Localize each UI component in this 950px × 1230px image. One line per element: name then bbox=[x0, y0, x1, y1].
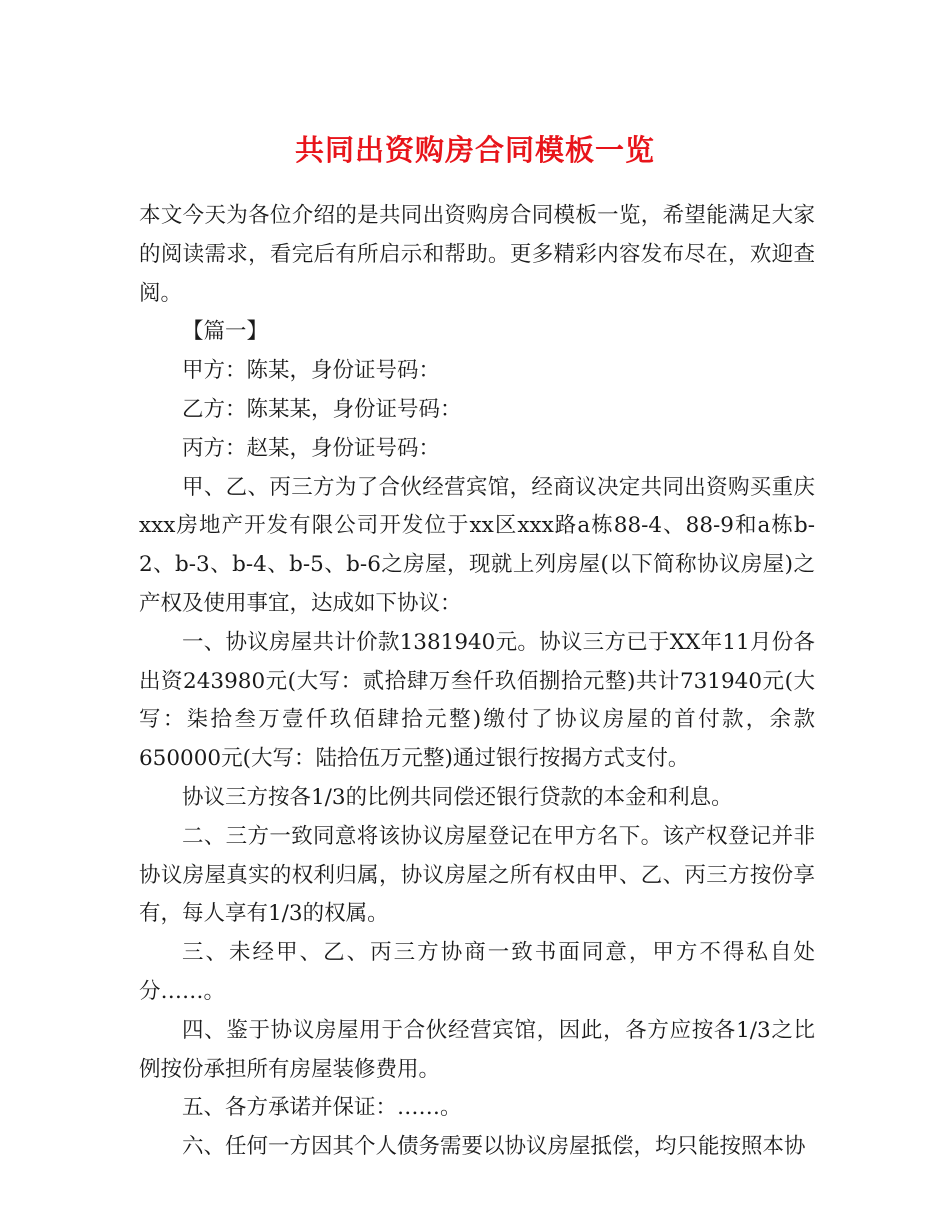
party-b-line: 乙方：陈某某，身份证号码： bbox=[182, 396, 462, 422]
clause-5-paragraph: 五、各方承诺并保证：……。 bbox=[182, 1095, 462, 1121]
party-c-line: 丙方：赵某，身份证号码： bbox=[182, 435, 441, 461]
document-body bbox=[139, 197, 815, 1167]
intro-paragraph: 本文今天为各位介绍的是共同出资购房合同模板一览，希望能满足大家的阅读需求，看完后有所启示和帮助。更多精彩内容发布尽在，欢迎查阅。 bbox=[139, 203, 815, 306]
party-a-line: 甲方：陈某，身份证号码： bbox=[182, 358, 441, 384]
clause-1-repayment-paragraph: 协议三方按各1/3的比例共同偿还银行贷款的本金和利息。 bbox=[182, 784, 733, 810]
section-heading: 【篇一】 bbox=[182, 319, 269, 345]
clause-2-paragraph: 二、三方一致同意将该协议房屋登记在甲方名下。该产权登记并非协议房屋真实的权利归属，协议房屋之所有权由甲、乙、丙三方按份享有，每人享有1/3的权属。 bbox=[139, 823, 815, 927]
clause-3-paragraph: 三、未经甲、乙、丙三方协商一致书面同意，甲方不得私自处分……。 bbox=[139, 940, 815, 1004]
clause-6-paragraph: 六、任何一方因其个人债务需要以协议房屋抵偿，均只能按照本协 bbox=[182, 1134, 806, 1160]
preamble-paragraph: 甲、乙、丙三方为了合伙经营宾馆，经商议决定共同出资购买重庆xxx房地产开发有限公司开发位于xx区xxx路a栋88-4、88-9和a栋b-2、b-3、b-4、b-5、b-6之房屋，现就上列房屋(以下简称协议房屋)之产权及使用事宜，达成如下协议： bbox=[139, 474, 815, 616]
document-title: 共同出资购房合同模板一览 bbox=[294, 133, 655, 167]
clause-4-paragraph: 四、鉴于协议房屋用于合伙经营宾馆，因此，各方应按各1/3之比例按份承担所有房屋装修费用。 bbox=[139, 1017, 815, 1082]
clause-1-paragraph: 一、协议房屋共计价款1381940元。协议三方已于XX年11月份各出资243980元(大写：贰拾肆万叁仟玖佰捌拾元整)共计731940元(大写：柒拾叁万壹仟玖佰肆拾元整)缴付了协议房屋的首付款，余款650000元(大写：陆拾伍万元整)通过银行按揭方式支付。 bbox=[139, 629, 815, 772]
